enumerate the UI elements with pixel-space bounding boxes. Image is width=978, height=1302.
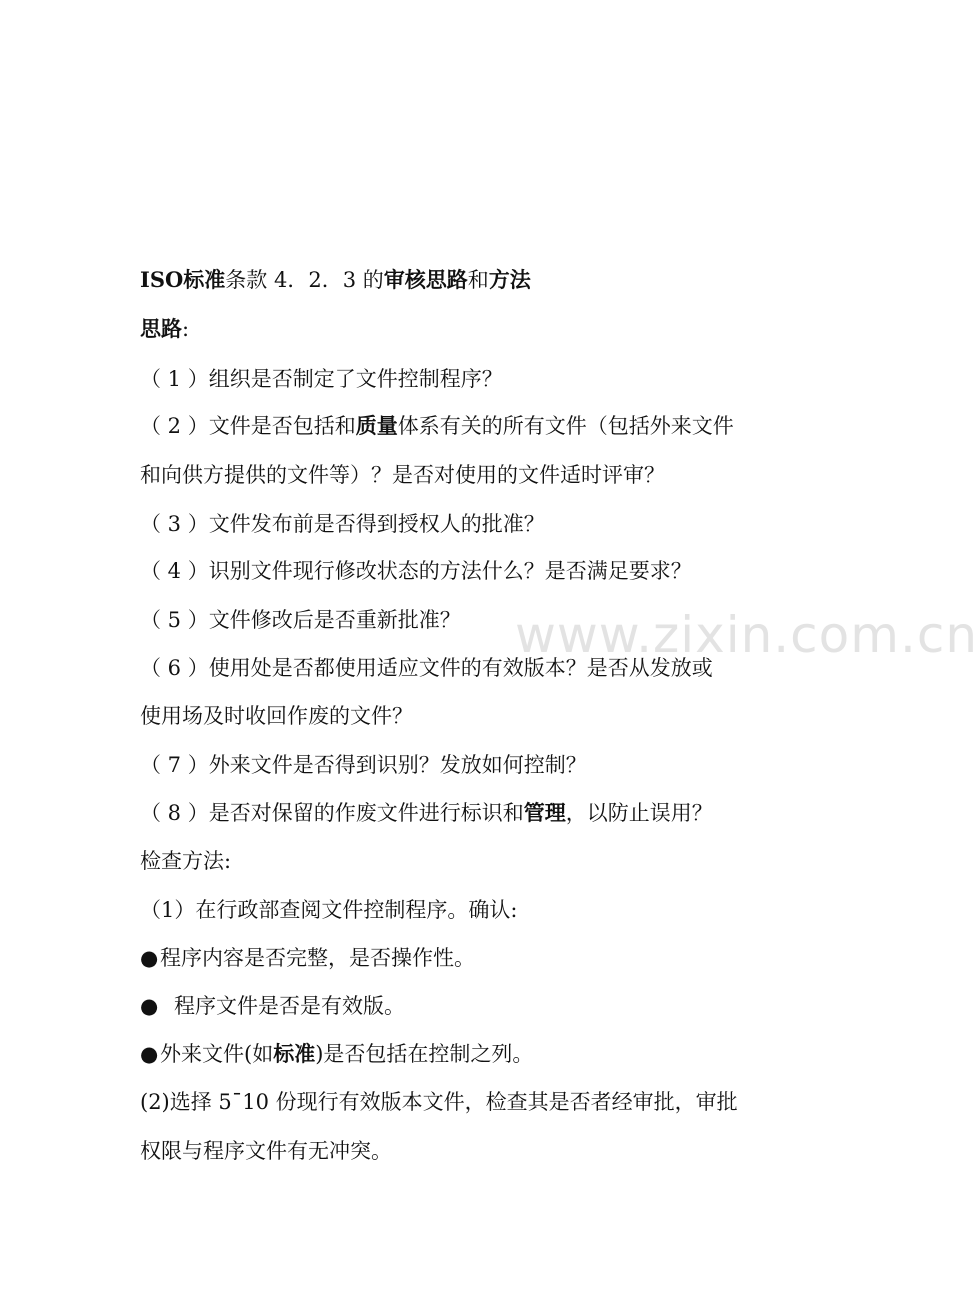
approach-item-4: （ 4 ）识别文件现行修改状态的方法什么？是否满足要求？ [140,559,692,583]
approach-item-6-continued: 使用场及时收回作废的文件？ [140,704,413,728]
approach-item-5: （ 5 ）文件修改后是否重新批准？ [140,608,461,632]
method-bullet-2 [140,992,790,1020]
method-step-1: （1）在行政部查阅文件控制程序。确认: [140,898,518,922]
approach-item-7: （ 7 ）外来文件是否得到识别？发放如何控制？ [140,753,587,777]
approach-item-6: （ 6 ）使用处是否都使用适应文件的有效版本？是否从发放或 [140,656,713,680]
bullet-icon: ● [140,1041,159,1066]
watermark: www.zixin.com.cn [515,606,978,664]
bullet-icon: ● [140,993,159,1018]
approach-item-3: （ 3 ）文件发布前是否得到授权人的批准？ [140,512,545,536]
title-standard: 标准 [183,267,226,292]
method-step-2: (2)选择 5¯10 份现行有效版本文件，检查其是否者经审批，审批 [140,1090,738,1114]
approach-item-2-part-b: 体系有关的所有文件（包括外来文件 [397,414,734,438]
approach-item-2-quality: 质量 [355,413,398,438]
approach-item-2 [140,412,790,440]
bullet-icon: ● [140,945,159,970]
method-bullet-1-text: 程序内容是否完整，是否操作性。 [160,946,475,970]
approach-item-8-management: 管理 [523,800,566,825]
method-bullet-3-standard: 标准 [273,1041,316,1066]
approach-item-8-part-a: （ 8 ）是否对保留的作废文件进行标识和 [140,801,524,825]
method-bullet-1 [140,944,790,972]
approach-heading-text: 思路 [140,316,182,341]
method-heading: 检查方法: [140,849,232,873]
title-and: 和 [467,268,489,292]
method-step-2-continued: 权限与程序文件有无冲突。 [140,1139,392,1163]
title-method: 方法 [488,267,531,292]
title-clause: 条款 4．2．3 的 [225,268,384,292]
document-title [140,266,790,294]
approach-item-1: （ 1 ）组织是否制定了文件控制程序？ [140,367,503,391]
approach-item-2-continued: 和向供方提供的文件等）？是否对使用的文件适时评审？ [140,463,665,487]
approach-item-8-part-b: ，以防止误用？ [565,801,713,825]
approach-item-2-part-a: （ 2 ）文件是否包括和 [140,414,356,438]
method-bullet-3 [140,1040,790,1068]
approach-item-8 [140,799,790,827]
method-bullet-3-part-a: 外来文件(如 [160,1042,274,1066]
approach-heading [140,315,790,343]
title-iso: ISO [140,267,184,292]
title-audit-approach: 审核思路 [383,267,468,292]
approach-heading-colon: : [182,317,190,341]
method-bullet-3-part-b: )是否包括在控制之列。 [315,1042,534,1066]
method-bullet-2-text: 程序文件是否是有效版。 [174,994,405,1018]
